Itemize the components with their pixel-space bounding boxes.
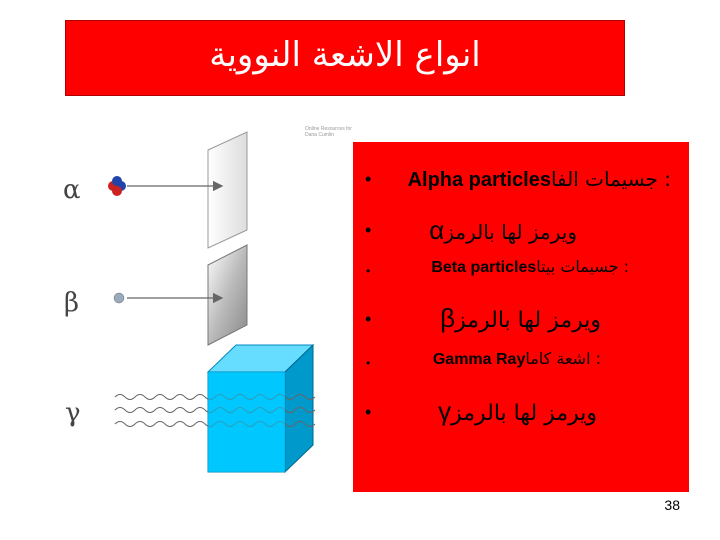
gamma-symbol-row (438, 396, 597, 427)
content-panel (353, 142, 689, 492)
title-banner (65, 20, 625, 96)
paper-sheet (208, 132, 247, 248)
credit-line-1: Online Resources for (305, 126, 352, 132)
beta-label: β (64, 288, 80, 318)
radiation-penetration-diagram (0, 100, 330, 480)
beta-symbol-row (440, 303, 601, 334)
gamma-heading-row (433, 349, 601, 369)
beta-symbol: β (440, 303, 456, 333)
beta-arabic-text: : جسيمات بيتا (536, 257, 629, 276)
beta-english-text: Beta particles (431, 259, 537, 276)
bullet-2: • (365, 220, 372, 240)
bullet-6: • (365, 402, 372, 422)
alpha-label: α (63, 175, 81, 205)
alpha-symbol: α (429, 215, 445, 245)
beta-particle-icon (114, 293, 124, 303)
gamma-english-text: Gamma Ray (432, 351, 526, 368)
beta-heading-row (431, 257, 629, 277)
bullet-4: • (365, 309, 372, 329)
bullet-5: • (366, 356, 371, 370)
slide-title: انواع الاشعة النووية (209, 35, 481, 75)
gamma-label: γ (65, 398, 81, 428)
aluminium-sheet (208, 245, 247, 345)
bullet-1: • (365, 169, 372, 189)
beta-symbol-caption: ويرمز لها بالرمز (455, 308, 601, 333)
gamma-arabic-text: : اشعة كاما (525, 349, 601, 368)
alpha-particle-icon (108, 176, 126, 196)
alpha-heading-row (408, 167, 671, 192)
credit-line-2: Dana Cumlin (305, 132, 334, 138)
gamma-symbol-caption: ويرمز لها بالرمز (451, 401, 597, 426)
gamma-symbol: γ (438, 396, 452, 426)
page-number: 38 (664, 497, 680, 513)
bullet-3: • (366, 264, 371, 278)
alpha-arabic-text: : جسيمات الفا (550, 167, 671, 191)
alpha-symbol-caption: ويرمز لها بالرمز (444, 220, 577, 244)
alpha-english-text: Alpha particles (407, 169, 551, 191)
alpha-symbol-row (429, 215, 577, 246)
